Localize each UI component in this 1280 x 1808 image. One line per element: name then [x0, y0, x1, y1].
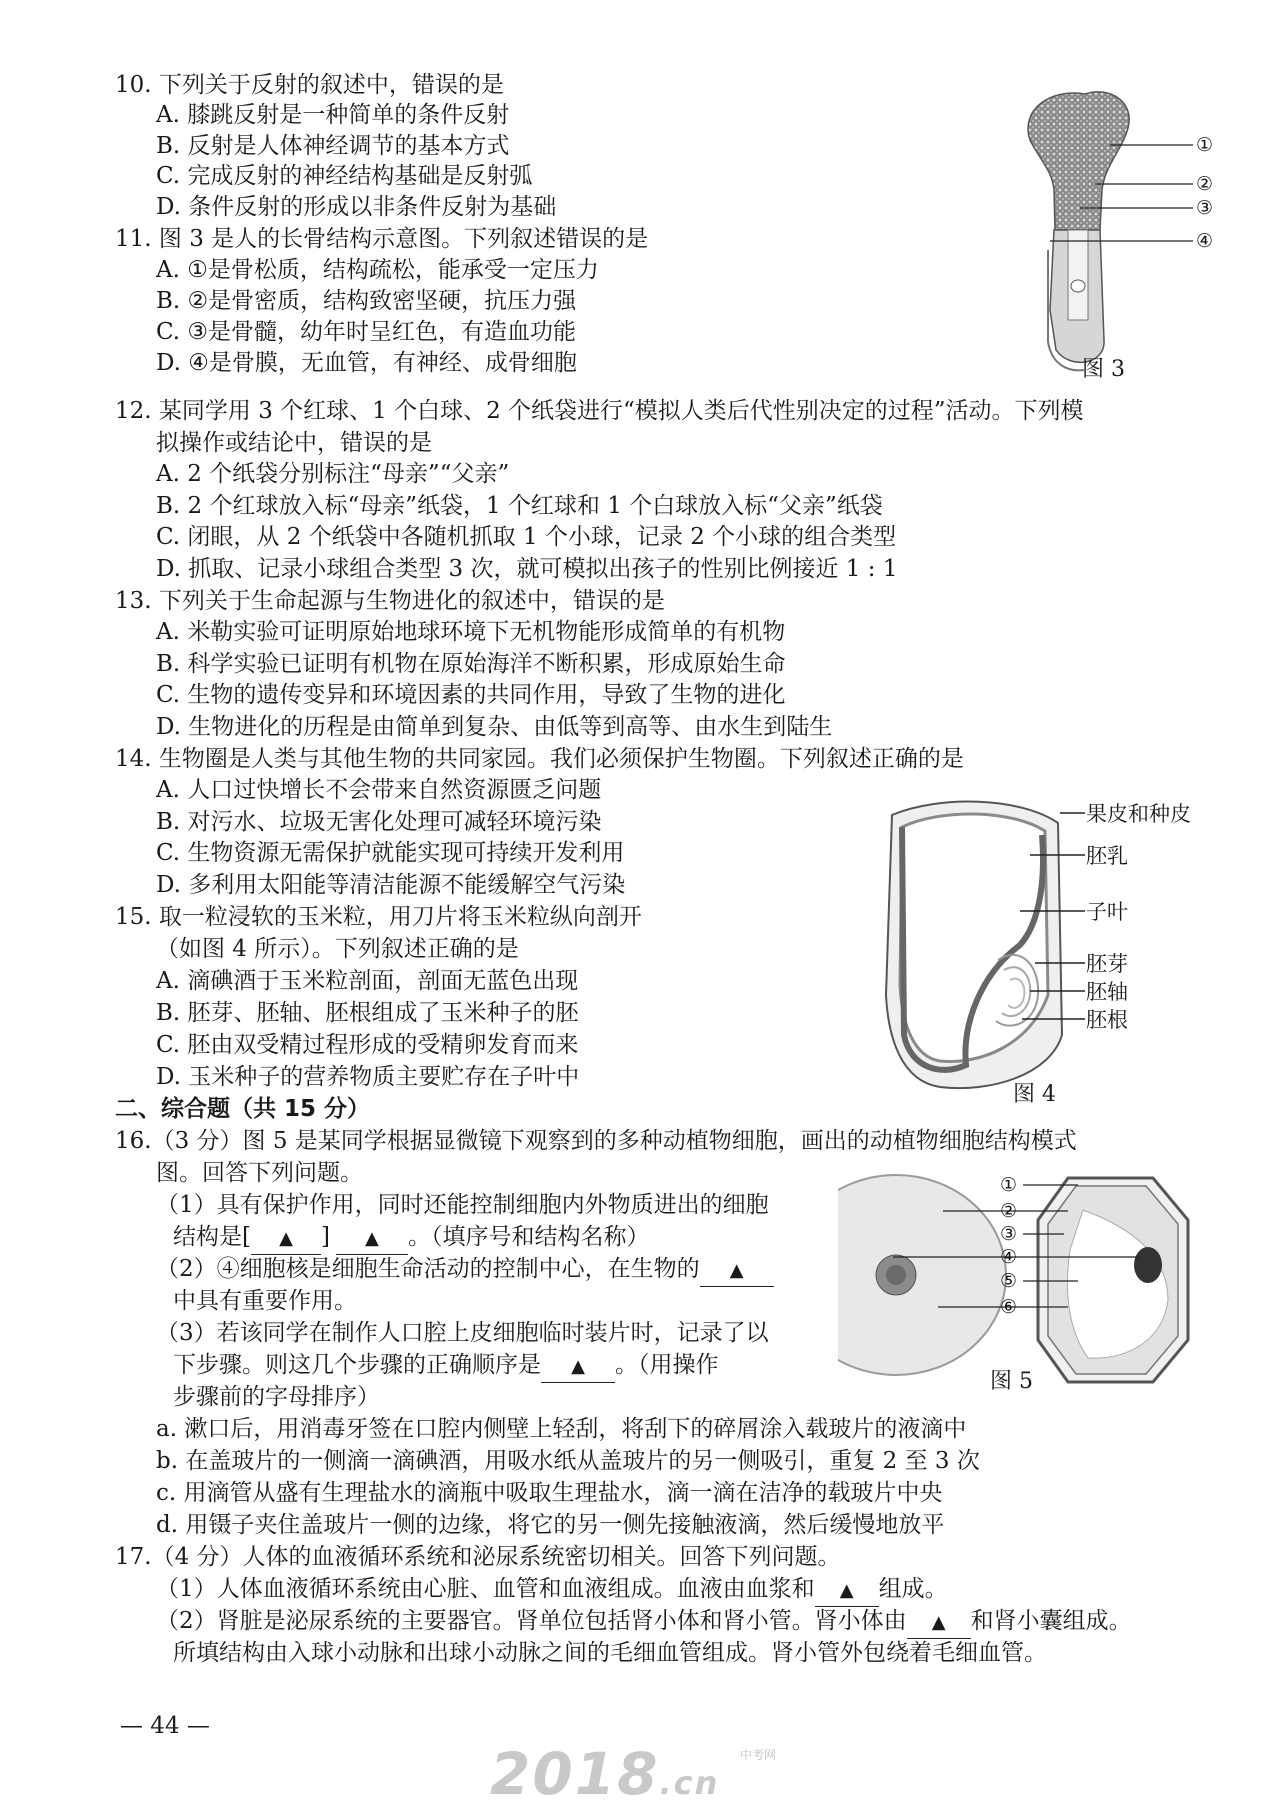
fig3-label-3: ③ [1196, 197, 1214, 219]
fig3-label-4: ④ [1196, 230, 1214, 252]
q16-stem-line2: 图。回答下列问题。 [156, 1160, 363, 1186]
q17-part1-prefix: （1）人体血液循环系统由心脏、血管和血液组成。血液由血浆和 [156, 1576, 815, 1602]
q16-part3-line2 [173, 1350, 719, 1383]
q17-part1 [156, 1574, 948, 1607]
q12-option-d: D. 抓取、记录小球组合类型 3 次，就可模拟出孩子的性别比例接近 1 : 1 [156, 556, 898, 582]
q16-step-c: c. 用滴管从盛有生理盐水的滴瓶中吸取生理盐水，滴一滴在洁净的载玻片中央 [156, 1480, 943, 1506]
fig5-label-5: ⑤ [1000, 1270, 1018, 1292]
q16-blank-order[interactable] [541, 1350, 615, 1383]
fig4-label-plumule: 胚芽 [1086, 952, 1128, 976]
q16-part1-prefix: 结构是[ [173, 1224, 251, 1250]
q11-option-d: D. ④是骨膜，无血管，有神经、成骨细胞 [156, 350, 577, 376]
q16-part3-suffix: 。（用操作 [615, 1352, 719, 1378]
fig4-label-endosperm: 胚乳 [1086, 844, 1128, 868]
q10-stem: 10. 下列关于反射的叙述中，错误的是 [115, 72, 504, 98]
fig5-label-2: ② [1000, 1200, 1018, 1222]
q16-part1-bracket: ] [320, 1224, 330, 1250]
q16-part1-line1: （1）具有保护作用，同时还能控制细胞内外物质进出的细胞 [156, 1192, 769, 1218]
q16-step-b: b. 在盖玻片的一侧滴一滴碘酒，用吸水纸从盖玻片的另一侧吸引，重复 2 至 3 次 [156, 1448, 980, 1474]
q13-option-b: B. 科学实验已证明有机物在原始海洋不断积累，形成原始生命 [156, 651, 786, 677]
q17-part2-prefix: （2）肾脏是泌尿系统的主要器官。肾单位包括肾小体和肾小管。肾小体由 [156, 1608, 907, 1634]
q13-option-d: D. 生物进化的历程是由简单到复杂、由低等到高等、由水生到陆生 [156, 714, 833, 740]
q10-option-c: C. 完成反射的神经结构基础是反射弧 [156, 163, 533, 189]
blank-mark: ▲ [839, 1580, 854, 1601]
q12-option-b: B. 2 个红球放入标“母亲”纸袋，1 个红球和 1 个白球放入标“父亲”纸袋 [156, 493, 883, 519]
figure-3-long-bone [1010, 80, 1220, 380]
q12-option-c: C. 闭眼，从 2 个纸袋中各随机抓取 1 个小球，记录 2 个小球的组合类型 [156, 524, 897, 550]
fig5-label-1: ① [1000, 1174, 1018, 1196]
q14-option-c: C. 生物资源无需保护就能实现可持续开发利用 [156, 840, 625, 866]
fig5-label-6: ⑥ [1000, 1296, 1018, 1318]
fig4-label-hypocotyl: 胚轴 [1086, 980, 1128, 1004]
fig4-caption: 图 4 [1013, 1082, 1056, 1107]
watermark-logo-text: 2018 [490, 1740, 660, 1808]
q17-part2-suffix: 和肾小囊组成。 [970, 1608, 1132, 1634]
q16-part3-line3: 步骤前的字母排序） [173, 1384, 380, 1410]
fig3-label-1: ① [1196, 134, 1214, 156]
q16-step-a: a. 漱口后，用消毒牙签在口腔内侧壁上轻刮，将刮下的碎屑涂入载玻片的液滴中 [156, 1416, 967, 1442]
q17-blank-blood-cells[interactable] [815, 1574, 879, 1607]
q17-blank-glomerulus[interactable] [907, 1606, 971, 1639]
q10-option-d: D. 条件反射的形成以非条件反射为基础 [156, 194, 557, 220]
watermark-tag: 中考网 [740, 1748, 777, 1762]
q11-stem: 11. 图 3 是人的长骨结构示意图。下列叙述错误的是 [115, 226, 649, 252]
blank-mark: ▲ [279, 1228, 293, 1249]
blank-mark: ▲ [931, 1612, 946, 1633]
watermark-logo-suffix: .cn [659, 1764, 720, 1802]
fig4-label-pericarp: 果皮和种皮 [1086, 802, 1191, 826]
q16-blank-nucleus-role[interactable] [700, 1254, 774, 1287]
q16-blank-number[interactable] [251, 1222, 321, 1255]
q10-option-b: B. 反射是人体神经调节的基本方式 [156, 133, 510, 159]
blank-mark: ▲ [729, 1260, 744, 1281]
fig3-label-2: ② [1196, 173, 1214, 195]
fig3-caption: 图 3 [1082, 357, 1125, 382]
page-number: — 44 — [120, 1713, 210, 1739]
q16-part2-text: （2）④细胞核是细胞生命活动的控制中心，在生物的 [156, 1256, 700, 1282]
q17-part2-line1 [156, 1606, 1132, 1639]
q16-stem-line1: 16.（3 分）图 5 是某同学根据显微镜下观察到的多种动植物细胞，画出的动植物细胞结构模式 [115, 1128, 1077, 1154]
q14-stem: 14. 生物圈是人类与其他生物的共同家园。我们必须保护生物圈。下列叙述正确的是 [115, 746, 964, 772]
q16-part3-prefix: 下步骤。则这几个步骤的正确顺序是 [173, 1352, 541, 1378]
watermark-logo [490, 1740, 719, 1808]
q16-part3-line1: （3）若该同学在制作人口腔上皮细胞临时装片时，记录了以 [156, 1320, 769, 1346]
q17-part2-line2: 所填结构由入球小动脉和出球小动脉之间的毛细血管组成。肾小管外包绕着毛细血管。 [173, 1640, 1047, 1666]
q15-option-b: B. 胚芽、胚轴、胚根组成了玉米种子的胚 [156, 1000, 579, 1026]
q11-option-a: A. ①是骨松质，结构疏松，能承受一定压力 [156, 257, 599, 283]
figure-4-corn-seed [880, 795, 1090, 1095]
q13-stem: 13. 下列关于生命起源与生物进化的叙述中，错误的是 [115, 588, 665, 614]
q14-option-d: D. 多利用太阳能等清洁能源不能缓解空气污染 [156, 872, 626, 898]
q12-stem-line2: 拟操作或结论中，错误的是 [156, 430, 432, 456]
blank-mark: ▲ [365, 1228, 379, 1249]
q15-stem-line1: 15. 取一粒浸软的玉米粒，用刀片将玉米粒纵向剖开 [115, 904, 642, 930]
q16-step-d: d. 用镊子夹住盖玻片一侧的边缘，将它的另一侧先接触液滴，然后缓慢地放平 [156, 1512, 945, 1538]
fig4-label-cotyledon: 子叶 [1086, 900, 1128, 924]
q12-stem-line1: 12. 某同学用 3 个红球、1 个白球、2 个纸袋进行“模拟人类后代性别决定的过程”活动。下列模 [115, 398, 1084, 424]
q11-option-b: B. ②是骨密质，结构致密坚硬，抗压力强 [156, 288, 577, 314]
q17-part1-suffix: 组成。 [878, 1576, 948, 1602]
q13-option-c: C. 生物的遗传变异和环境因素的共同作用，导致了生物的进化 [156, 682, 786, 708]
q15-stem-line2: （如图 4 所示）。下列叙述正确的是 [156, 936, 519, 962]
q10-option-a: A. 膝跳反射是一种简单的条件反射 [156, 102, 510, 128]
q16-part2-line2: 中具有重要作用。 [173, 1288, 357, 1314]
q15-option-d: D. 玉米种子的营养物质主要贮存在子叶中 [156, 1064, 580, 1090]
blank-mark: ▲ [571, 1356, 585, 1377]
fig5-label-4: ④ [1000, 1246, 1018, 1268]
section-2-heading: 二、综合题（共 15 分） [115, 1096, 371, 1122]
q16-blank-structure[interactable] [336, 1222, 408, 1255]
fig5-caption: 图 5 [990, 1369, 1033, 1394]
q16-part1-line2 [173, 1222, 649, 1255]
q13-option-a: A. 米勒实验可证明原始地球环境下无机物能形成简单的有机物 [156, 619, 786, 645]
q15-option-c: C. 胚由双受精过程形成的受精卵发育而来 [156, 1032, 579, 1058]
q14-option-a: A. 人口过快增长不会带来自然资源匮乏问题 [156, 777, 602, 803]
q16-part2-line1 [156, 1254, 774, 1287]
q14-option-b: B. 对污水、垃圾无害化处理可减轻环境污染 [156, 809, 602, 835]
fig5-label-3: ③ [1000, 1223, 1018, 1245]
q12-option-a: A. 2 个纸袋分别标注“母亲”“父亲” [156, 461, 510, 487]
q17-stem: 17.（4 分）人体的血液循环系统和泌尿系统密切相关。回答下列问题。 [115, 1544, 841, 1570]
figure-5-cell-diagram [838, 1170, 1198, 1390]
q11-option-c: C. ③是骨髓，幼年时呈红色，有造血功能 [156, 319, 577, 345]
q15-option-a: A. 滴碘酒于玉米粒剖面，剖面无蓝色出现 [156, 968, 579, 994]
q16-part1-suffix: 。（填序号和结构名称） [407, 1224, 650, 1250]
fig4-label-radicle: 胚根 [1086, 1008, 1128, 1032]
